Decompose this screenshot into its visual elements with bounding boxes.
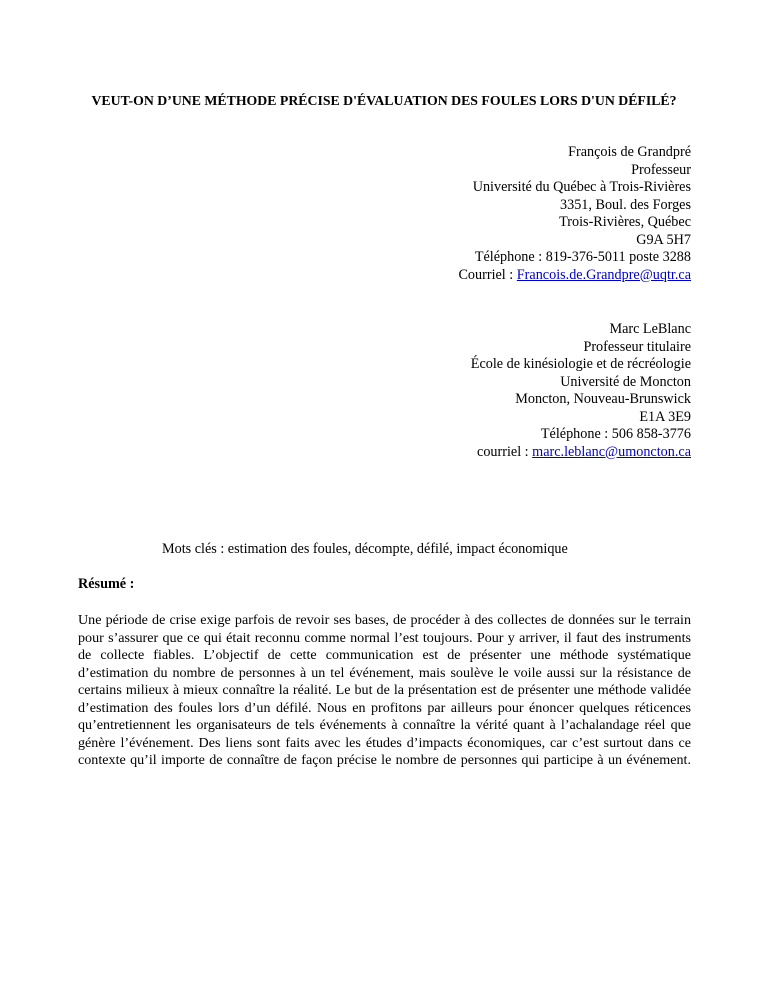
email-label: Courriel : — [458, 266, 517, 283]
author-institution: Université du Québec à Trois-Rivières — [472, 179, 691, 195]
author-name: Marc LeBlanc — [609, 321, 691, 337]
author-department: École de kinésiologie et de récréologie — [470, 356, 691, 372]
author-institution: Université de Moncton — [560, 373, 691, 390]
author-phone: Téléphone : 819-376-5011 poste 3288 — [474, 249, 691, 265]
author-role: Professeur titulaire — [583, 338, 691, 355]
author-email-line — [300, 444, 691, 462]
abstract-heading: Résumé : — [78, 576, 135, 592]
author-street: 3351, Boul. des Forges — [560, 196, 691, 213]
author-email-line — [300, 267, 691, 285]
email-label: courriel : — [477, 443, 533, 460]
abstract-text: Une période de crise exige parfois de revoir ses bases, de procéder à des collectes de données sur le terrain pour s’assurer que ce qui était reconnu comme normal l’est toujours. Pour y arriver, il faut des instruments de collecte fiables. L’objectif de cette communication est de présenter une méthode systématique d’estimation du nombre de personnes à un tel événement, mais soulève le voile aussi sur la résistance de certains milieux à mieux connaître la réalité. Le but de la présentation est de présenter une méthode validée d’estimation des foules lors d’un défilé. Nous en profitons par ailleurs pour énoncer quelques réticences qu’entretiennent les organisateurs de tels événements à connaître la vérité quant à l’achalandage réel que génère l’événement. Des liens sont faits avec les études d’impacts économiques, car c’est surtout dans ce contexte qu’il importe de connaître de façon précise le nombre de personnes qui participe à un événement. — [78, 612, 691, 768]
author-postal-code: G9A 5H7 — [636, 231, 691, 248]
author-name: François de Grandpré — [568, 144, 691, 160]
author-email-link[interactable]: Francois.de.Grandpre@uqtr.ca — [516, 266, 691, 283]
author-city: Trois-Rivières, Québec — [559, 214, 691, 230]
author-phone: Téléphone : 506 858-3776 — [540, 426, 691, 442]
author-postal-code: E1A 3E9 — [639, 408, 691, 425]
author-city: Moncton, Nouveau-Brunswick — [515, 391, 691, 407]
paper-title: VEUT-ON D’UNE MÉTHODE PRÉCISE D'ÉVALUATION DES FOULES LORS D'UN DÉFILÉ? — [91, 93, 677, 108]
keywords: Mots clés : estimation des foules, décompte, défilé, impact économique — [162, 541, 568, 557]
author-email-link[interactable]: marc.leblanc@umoncton.ca — [532, 443, 691, 460]
author-role: Professeur — [631, 161, 691, 178]
author-block-2 — [300, 321, 691, 461]
author-block-1 — [300, 144, 691, 284]
